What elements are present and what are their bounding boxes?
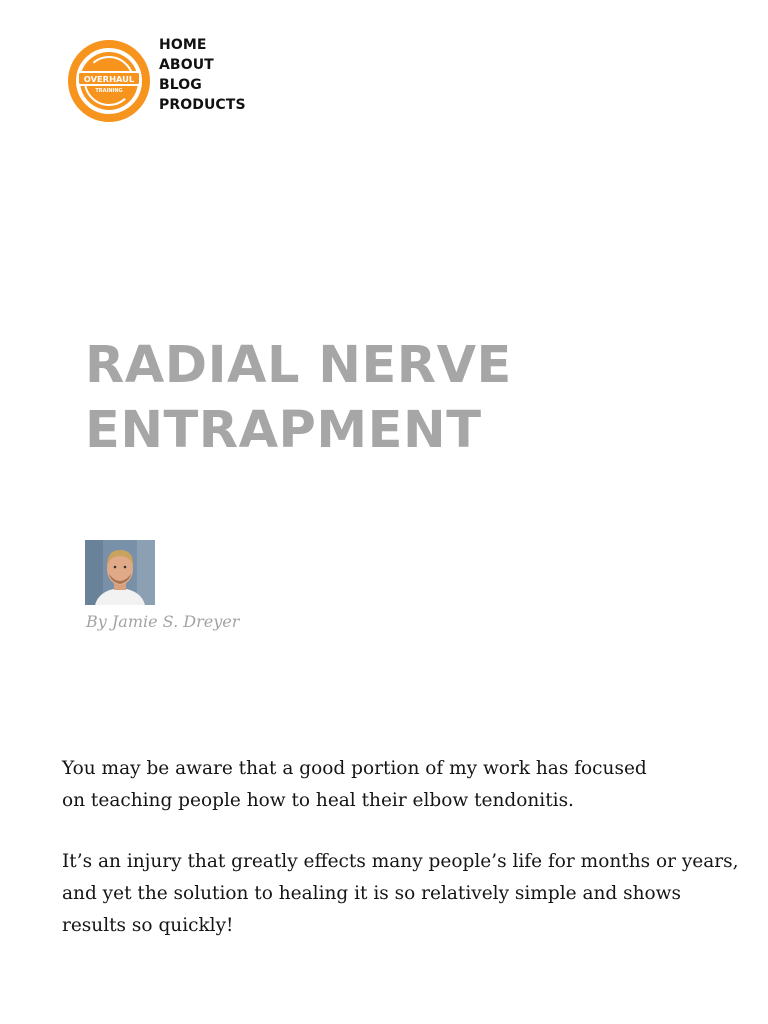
article-paragraph — [62, 846, 739, 942]
author-avatar — [85, 540, 155, 605]
logo-secondary-text: TRAINING — [95, 88, 123, 94]
nav-item-home[interactable]: HOME — [159, 37, 207, 53]
article-title-line: ENTRAPMENT — [85, 401, 482, 460]
paragraph-line: on teaching people how to heal their elbow tendonitis. — [62, 790, 574, 811]
article-title — [85, 333, 725, 463]
paragraph-line: and yet the solution to healing it is so relatively simple and shows — [62, 883, 681, 904]
article-paragraph — [62, 753, 722, 817]
logo-primary-text: OVERHAUL — [83, 74, 135, 84]
overhaul-training-logo[interactable] — [67, 40, 151, 122]
nav-item-about[interactable]: ABOUT — [159, 57, 214, 73]
main-nav — [159, 35, 246, 115]
logo-mark — [67, 40, 151, 122]
nav-item-products[interactable]: PRODUCTS — [159, 97, 246, 113]
nav-item-blog[interactable]: BLOG — [159, 77, 202, 93]
article-title-line: RADIAL NERVE — [85, 336, 512, 395]
paragraph-line: results so quickly! — [62, 915, 234, 936]
author-photo — [85, 540, 155, 605]
article-body — [62, 753, 739, 971]
author-byline: By Jamie S. Dreyer — [86, 612, 240, 631]
paragraph-line: It’s an injury that greatly effects many people’s life for months or years, — [62, 851, 739, 872]
paragraph-line: You may be aware that a good portion of my work has focused — [62, 758, 647, 779]
